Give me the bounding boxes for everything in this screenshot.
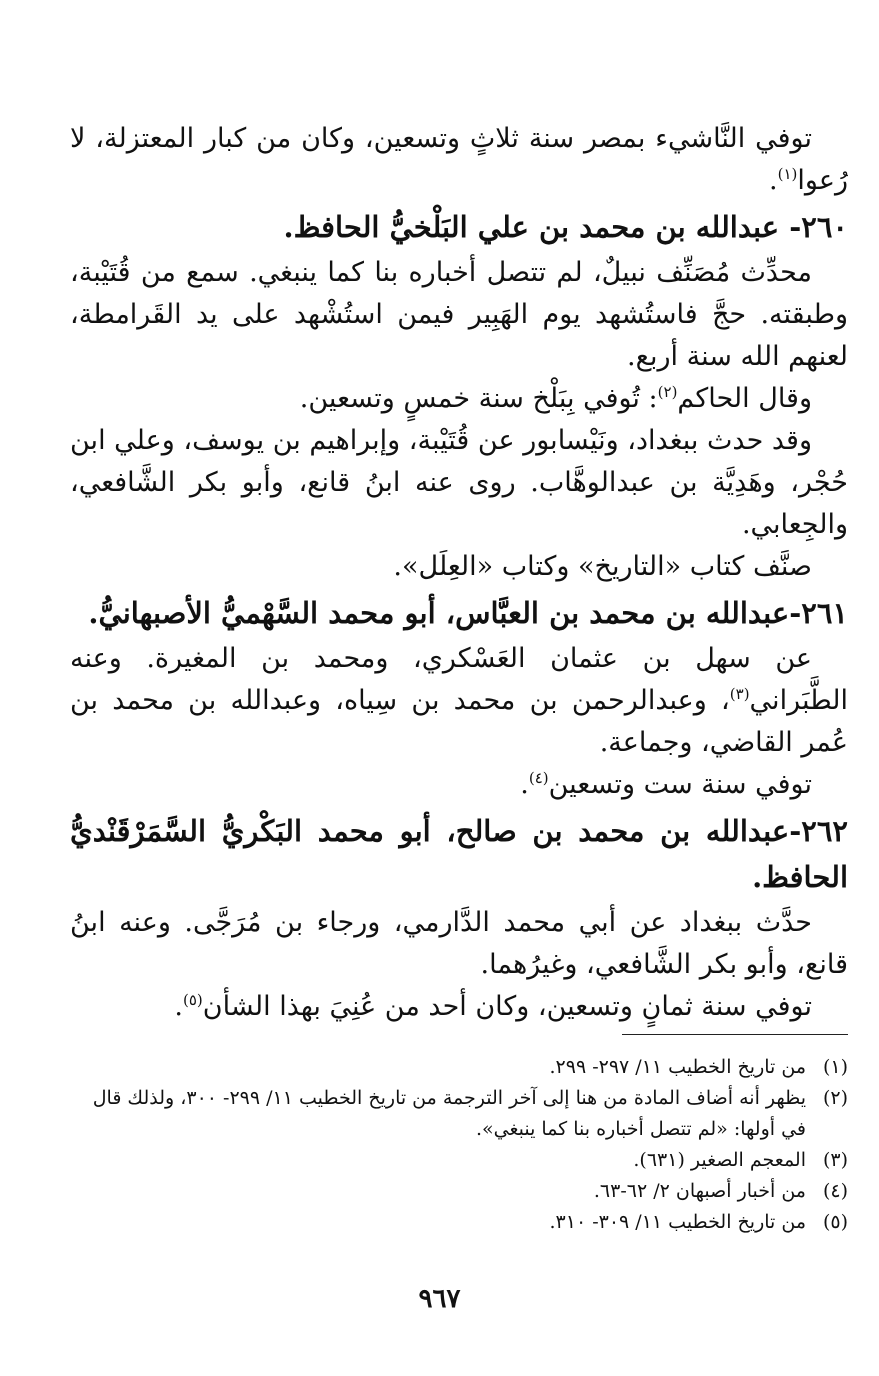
footnotes	[70, 1052, 848, 1238]
footnote-item	[70, 1145, 848, 1176]
footnote-mark: (٣)	[822, 1149, 848, 1171]
footnote-item	[70, 1207, 848, 1238]
paragraph	[70, 378, 848, 420]
footnote-item	[70, 1176, 848, 1207]
footnote-ref[interactable]: (٥)	[183, 991, 203, 1009]
entry-number: ٢٦١-	[789, 596, 848, 630]
punctuation: .	[520, 769, 529, 800]
paragraph: حدَّث ببغداد عن أبي محمد الدَّارمي، ورجاء بن مُرَجَّى. وعنه ابنُ قانع، وأبو بكر الشَّافعي، وغيرُهما.	[70, 907, 848, 980]
footnote-mark: (١)	[822, 1056, 848, 1078]
footnote-text: المعجم الصغير (٦٣١).	[633, 1149, 806, 1171]
footnote-text: يظهر أنه أضاف المادة من هنا إلى آخر الترجمة من تاريخ الخطيب ١١/ ٢٩٩- ٣٠٠، ولذلك قال في أولها: «لم تتصل أخباره بنا كما ينبغي».	[92, 1087, 806, 1140]
entry-title: عبدالله بن محمد بن العبَّاس، أبو محمد السَّهْميُّ الأصبهانيُّ.	[88, 596, 790, 630]
entry-heading-262	[70, 808, 848, 900]
footnote-text: من تاريخ الخطيب ١١/ ٣٠٩- ٣١٠.	[549, 1211, 806, 1233]
footnote-item	[70, 1052, 848, 1083]
footnote-item	[70, 1083, 848, 1145]
entry-number: ٢٦٢-	[789, 814, 848, 848]
paragraph: محدِّث مُصَنِّف نبيلٌ، لم تتصل أخباره بنا كما ينبغي. سمع من قُتَيْبة، وطبقته. حجَّ فاستُشهد يوم الهَبِير فيمن استُشْهد على يد القَرامطة، لعنهم الله سنة أربع.	[70, 257, 848, 372]
paragraph-text: وقال الحاكم	[677, 383, 812, 414]
paragraph-text: عن سهل بن عثمان العَسْكري، ومحمد بن المغيرة. وعنه الطَّبَراني	[70, 643, 848, 716]
paragraph-text: توفي سنة ثمانٍ وتسعين، وكان أحد من عُنِيَ بهذا الشأن	[202, 991, 812, 1022]
footnote-divider	[622, 1034, 848, 1035]
footnote-text: من تاريخ الخطيب ١١/ ٢٩٧- ٢٩٩.	[549, 1056, 806, 1078]
footnote-mark: (٤)	[822, 1180, 848, 1202]
paragraph-text: توفي سنة ست وتسعين	[548, 769, 812, 800]
punctuation: .	[769, 165, 778, 196]
footnote-ref[interactable]: (٢)	[657, 383, 678, 401]
entry-heading-260	[70, 204, 848, 250]
paragraph-text: ، وعبدالرحمن بن محمد بن سِياه، وعبدالله بن محمد بن عُمر القاضي، وجماعة.	[70, 685, 848, 758]
footnote-text: من أخبار أصبهان ٢/ ٦٢-٦٣.	[593, 1180, 806, 1202]
paragraph	[70, 986, 848, 1028]
entry-title: عبدالله بن محمد بن صالح، أبو محمد البَكْريُّ السَّمَرْقَنْديُّ الحافظ.	[70, 814, 848, 894]
footnote-mark: (٢)	[822, 1087, 848, 1109]
paragraph	[70, 118, 848, 202]
entry-title: عبدالله بن محمد بن علي البَلْخيُّ الحافظ.	[283, 210, 790, 244]
entry-heading-261	[70, 590, 848, 636]
footnote-mark: (٥)	[822, 1211, 848, 1233]
paragraph: وقد حدث ببغداد، ونَيْسابور عن قُتَيْبة، وإبراهيم بن يوسف، وعلي ابن حُجْر، وهَدِيَّة بن عبدالوهَّاب. روى عنه ابنُ قانع، وأبو بكر الشَّافعي، والجِعابي.	[70, 425, 848, 540]
footnote-ref[interactable]: (٣)	[729, 685, 750, 703]
paragraph-text: : تُوفي بِبَلْخ سنة خمسٍ وتسعين.	[299, 383, 658, 414]
paragraph	[70, 638, 848, 764]
page-number: ٩٦٧	[418, 1284, 461, 1314]
footnote-ref[interactable]: (١)	[777, 165, 798, 183]
entry-number: ٢٦٠-	[789, 210, 848, 244]
paragraph	[70, 764, 848, 806]
footnote-ref[interactable]: (٤)	[528, 769, 549, 787]
paragraph: صنَّف كتاب «التاريخ» وكتاب «العِلَل».	[393, 551, 812, 582]
paragraph-text: توفي النَّاشيء بمصر سنة ثلاثٍ وتسعين، وكان من كبار المعتزلة، لا رُعوا	[70, 123, 848, 196]
punctuation: .	[174, 991, 183, 1022]
